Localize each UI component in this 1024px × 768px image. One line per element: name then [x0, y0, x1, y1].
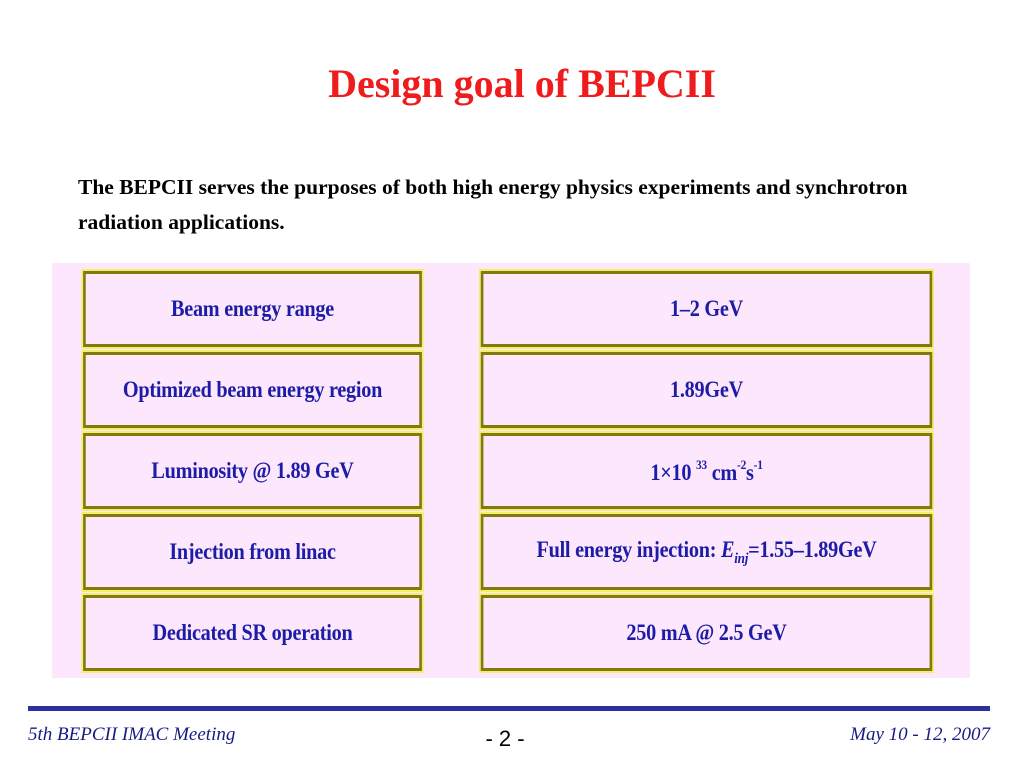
value-optimized-energy: 1.89GeV: [670, 377, 743, 402]
value-luminosity: [650, 457, 762, 486]
luminosity-s-exponent: -1: [753, 456, 763, 472]
table-row-label: [83, 271, 422, 347]
label-beam-energy-range: Beam energy range: [170, 296, 334, 321]
luminosity-cm-exponent: -2: [737, 456, 747, 472]
luminosity-exponent: 33: [695, 456, 707, 472]
footer-meeting: 5th BEPCII IMAC Meeting: [28, 724, 236, 745]
design-goal-table: [52, 263, 970, 678]
value-dedicated-sr: 250 mA @ 2.5 GeV: [626, 620, 787, 645]
label-optimized-energy: Optimized beam energy region: [122, 377, 383, 402]
injection-prefix: Full energy injection:: [536, 536, 721, 562]
table-row-label: [83, 514, 422, 590]
table-row-value: [481, 595, 932, 671]
label-injection: Injection from linac: [169, 539, 336, 564]
luminosity-unit-cm: cm: [711, 459, 738, 485]
value-beam-energy-range: 1–2 GeV: [670, 296, 743, 321]
footer-date: May 10 - 12, 2007: [850, 724, 990, 745]
footer-rule: [28, 706, 990, 711]
intro-paragraph: The BEPCII serves the purposes of both high energy physics experiments and synchrotron radiation applications.: [78, 175, 908, 234]
injection-subscript: inj: [734, 550, 749, 567]
injection-suffix: =1.55–1.89GeV: [748, 536, 877, 562]
luminosity-unit-s: s: [746, 459, 754, 485]
label-luminosity: Luminosity @ 1.89 GeV: [151, 458, 354, 483]
table-row-value: [481, 514, 932, 590]
table-row-value: [481, 433, 932, 509]
label-dedicated-sr: Dedicated SR operation: [152, 620, 353, 645]
value-injection: [536, 537, 876, 568]
table-row-label: [83, 595, 422, 671]
injection-symbol: E: [720, 536, 735, 562]
page-number: - 2 -: [485, 726, 525, 751]
table-row-label: [83, 433, 422, 509]
table-row-value: [481, 352, 932, 428]
luminosity-base: 1×10: [650, 459, 692, 485]
table-row-label: [83, 352, 422, 428]
table-row-value: [481, 271, 932, 347]
slide-title: Design goal of BEPCII: [328, 61, 716, 106]
